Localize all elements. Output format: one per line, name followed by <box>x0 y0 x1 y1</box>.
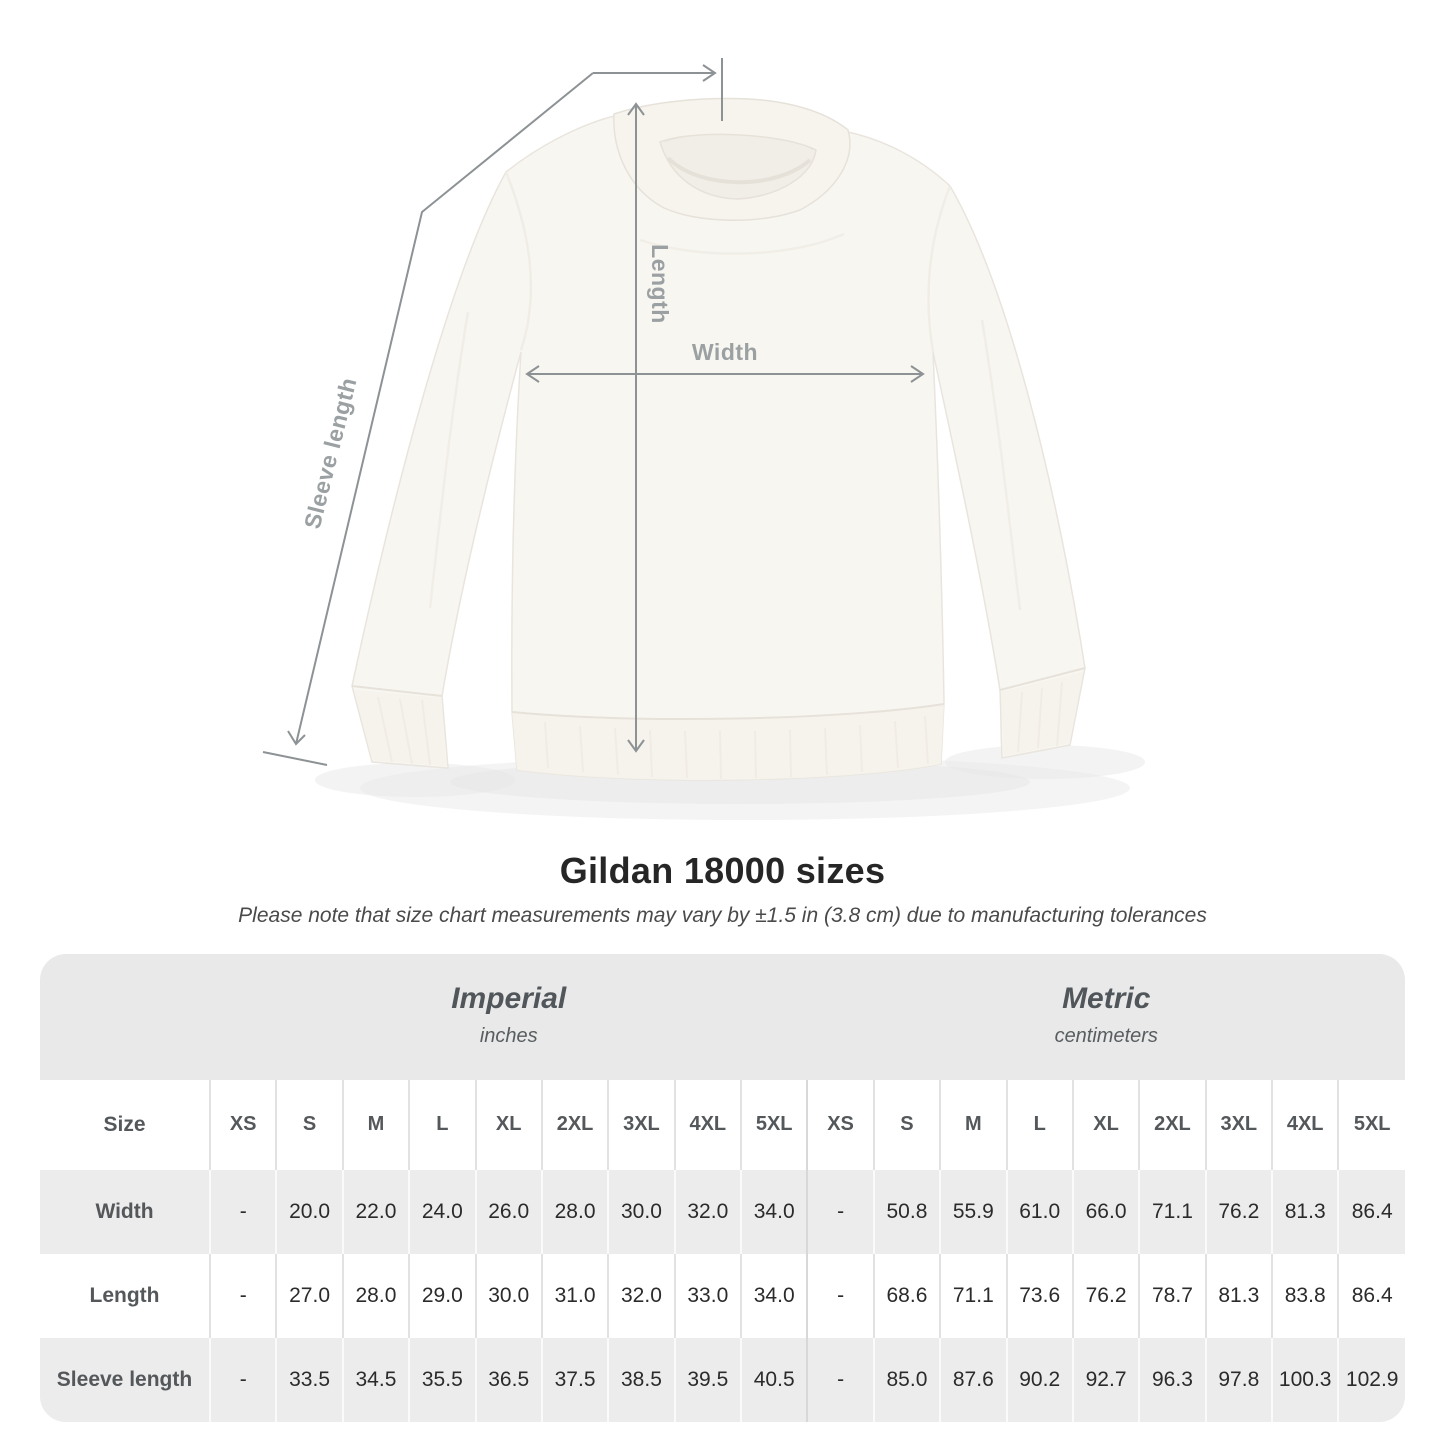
left-cuff <box>352 686 446 766</box>
size-col-header: XS <box>210 1080 276 1170</box>
table-row-width <box>40 1170 1405 1254</box>
row-label: Width <box>95 1199 154 1223</box>
size-note: Please note that size chart measurements may vary by ±1.5 in (3.8 cm) due to manufacturing tolerances <box>238 903 1207 927</box>
value-cell: 34.5 <box>343 1338 409 1422</box>
value-cell: 86.4 <box>1338 1254 1405 1338</box>
value-cell: 34.0 <box>741 1254 807 1338</box>
value-cell: 100.3 <box>1272 1338 1338 1422</box>
size-col-header: L <box>409 1080 475 1170</box>
value-cell: 102.9 <box>1338 1338 1405 1422</box>
value-cell: 61.0 <box>1007 1170 1073 1254</box>
table-row-length <box>40 1254 1405 1338</box>
value-cell: 55.9 <box>940 1170 1006 1254</box>
size-col-header: S <box>874 1080 940 1170</box>
page-title: Gildan 18000 sizes <box>559 850 886 891</box>
size-col-header: 2XL <box>542 1080 608 1170</box>
size-col-header: M <box>940 1080 1006 1170</box>
size-col-header: 5XL <box>1338 1080 1405 1170</box>
value-cell: - <box>807 1254 873 1338</box>
metric-unit: centimeters <box>1054 1024 1158 1047</box>
value-cell: 81.3 <box>1272 1170 1338 1254</box>
size-col-header: XL <box>1073 1080 1139 1170</box>
sweatshirt-illustration <box>352 99 1085 780</box>
value-cell: 28.0 <box>343 1254 409 1338</box>
value-cell: 32.0 <box>608 1254 674 1338</box>
value-cell: 37.5 <box>542 1338 608 1422</box>
value-cell: 39.5 <box>675 1338 741 1422</box>
value-cell: 29.0 <box>409 1254 475 1338</box>
value-cell: - <box>210 1254 276 1338</box>
value-cell: 68.6 <box>874 1254 940 1338</box>
size-col-header: L <box>1007 1080 1073 1170</box>
value-cell: 76.2 <box>1206 1170 1272 1254</box>
size-header-row <box>40 1080 1405 1170</box>
value-cell: 24.0 <box>409 1170 475 1254</box>
value-cell: 38.5 <box>608 1338 674 1422</box>
unit-group-metric <box>808 954 1406 1080</box>
size-col-header: 3XL <box>608 1080 674 1170</box>
value-cell: 78.7 <box>1139 1254 1205 1338</box>
value-cell: 32.0 <box>675 1170 741 1254</box>
sleeve-length-label: Sleeve length <box>298 374 362 532</box>
size-col-header: XL <box>476 1080 542 1170</box>
value-cell: 85.0 <box>874 1338 940 1422</box>
value-cell: 76.2 <box>1073 1254 1139 1338</box>
value-cell: - <box>210 1338 276 1422</box>
value-cell: 20.0 <box>276 1170 342 1254</box>
value-cell: 26.0 <box>476 1170 542 1254</box>
size-col-header: XS <box>807 1080 873 1170</box>
size-col-header: S <box>276 1080 342 1170</box>
value-cell: 71.1 <box>940 1254 1006 1338</box>
size-col-header: 3XL <box>1206 1080 1272 1170</box>
value-cell: 81.3 <box>1206 1254 1272 1338</box>
value-cell: 83.8 <box>1272 1254 1338 1338</box>
size-table <box>40 1080 1405 1422</box>
row-label: Length <box>89 1283 160 1307</box>
value-cell: 34.0 <box>741 1170 807 1254</box>
value-cell: 92.7 <box>1073 1338 1139 1422</box>
value-cell: 28.0 <box>542 1170 608 1254</box>
cuff-end-tick <box>263 752 327 765</box>
value-cell: 97.8 <box>1206 1338 1272 1422</box>
value-cell: 31.0 <box>542 1254 608 1338</box>
size-col-header: 5XL <box>741 1080 807 1170</box>
value-cell: 86.4 <box>1338 1170 1405 1254</box>
row-label: Sleeve length <box>56 1367 193 1391</box>
imperial-label: Imperial <box>451 981 567 1015</box>
value-cell: 50.8 <box>874 1170 940 1254</box>
size-table-card <box>40 954 1405 1422</box>
size-col-header: M <box>343 1080 409 1170</box>
value-cell: 27.0 <box>276 1254 342 1338</box>
value-cell: 36.5 <box>476 1338 542 1422</box>
unit-header <box>40 954 1405 1080</box>
value-cell: 33.5 <box>276 1338 342 1422</box>
size-column-label: Size <box>40 1080 210 1170</box>
size-col-header: 4XL <box>675 1080 741 1170</box>
value-cell: 71.1 <box>1139 1170 1205 1254</box>
value-cell: 22.0 <box>343 1170 409 1254</box>
value-cell: 87.6 <box>940 1338 1006 1422</box>
unit-group-imperial <box>210 954 808 1080</box>
value-cell: 73.6 <box>1007 1254 1073 1338</box>
value-cell: 40.5 <box>741 1338 807 1422</box>
value-cell: - <box>807 1338 873 1422</box>
value-cell: - <box>210 1170 276 1254</box>
value-cell: 96.3 <box>1139 1338 1205 1422</box>
value-cell: 33.0 <box>675 1254 741 1338</box>
value-cell: 30.0 <box>608 1170 674 1254</box>
length-label: Length <box>647 244 673 324</box>
value-cell: 30.0 <box>476 1254 542 1338</box>
value-cell: 35.5 <box>409 1338 475 1422</box>
size-col-header: 2XL <box>1139 1080 1205 1170</box>
metric-label: Metric <box>1062 981 1151 1015</box>
value-cell: 90.2 <box>1007 1338 1073 1422</box>
value-cell: 66.0 <box>1073 1170 1139 1254</box>
size-col-header: 4XL <box>1272 1080 1338 1170</box>
width-label: Width <box>691 339 759 365</box>
value-cell: - <box>807 1170 873 1254</box>
table-row-sleeve-length <box>40 1338 1405 1422</box>
imperial-unit: inches <box>479 1024 538 1047</box>
